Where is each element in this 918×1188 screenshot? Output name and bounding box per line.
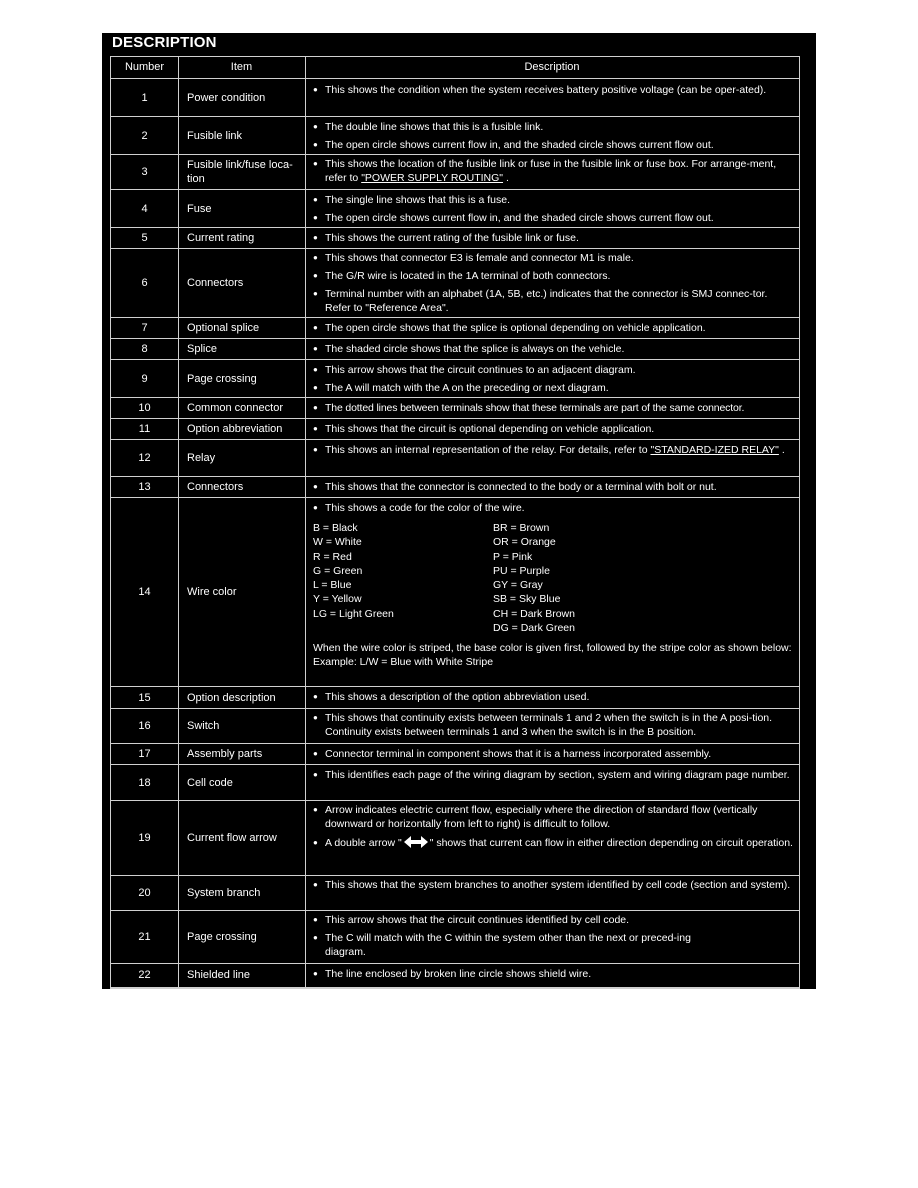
color-code: G = Green: [313, 564, 363, 577]
row-number: 11: [138, 423, 151, 435]
table-row: [111, 318, 799, 338]
color-code: L = Blue: [313, 579, 352, 592]
row-description: [313, 398, 799, 415]
bullet-text: ● This shows that the connector is connected to the body or a terminal with bolt or nut.: [313, 480, 793, 494]
bullet-text: ● This shows that continuity exists between terminals 1 and 2 when the switch is in the A posi-tion. Continuity exists between terminals 1 and 3 when the switch is in the B position.: [313, 711, 793, 739]
bullet-text-part: " shows that current can flow in either direction depending on circuit operation.: [429, 837, 793, 849]
bullet-text: ● This shows that the circuit is optional depending on vehicle application.: [313, 422, 793, 436]
bullet-text: ● The line enclosed by broken line circle shows shield wire.: [313, 967, 793, 981]
row-description: [313, 419, 793, 436]
bullet-text: ● Terminal number with an alphabet (1A, 5B, etc.) indicates that the connector is SMJ connec-tor. Refer to "Reference Area".: [313, 287, 793, 315]
row-number: 20: [138, 887, 151, 899]
row-description: [313, 249, 793, 315]
bullet-text: ● The G/R wire is located in the 1A terminal of both connectors.: [313, 269, 793, 283]
row-item: Option abbreviation: [187, 423, 283, 435]
row-description: [313, 117, 793, 152]
bullet-text: [313, 157, 793, 185]
bullet-text: ● The open circle shows current flow in, and the shaded circle shows current flow out.: [313, 211, 793, 225]
table-row: [111, 801, 799, 875]
row-item: Current flow arrow: [187, 832, 277, 844]
row-item: Switch: [187, 720, 220, 732]
header-item: Item: [230, 61, 253, 73]
color-code: SB = Sky Blue: [493, 593, 561, 606]
row-item: Fusible link: [187, 129, 243, 142]
power-supply-routing-link[interactable]: "POWER SUPPLY ROUTING": [361, 172, 504, 184]
table-row: [111, 709, 799, 743]
color-code: BR = Brown: [493, 522, 550, 534]
color-code: LG = Light Green: [313, 607, 394, 620]
description-table: [110, 56, 800, 989]
wire-color-legend: [313, 521, 793, 635]
row-number: 1: [141, 91, 148, 104]
color-code: CH = Dark Brown: [493, 607, 575, 620]
bullet-text: ● The open circle shows current flow in, and the shaded circle shows current flow out.: [313, 138, 793, 152]
color-code: GY = Gray: [493, 579, 543, 592]
row-number: 9: [141, 372, 148, 385]
row-number: 16: [138, 720, 151, 732]
bullet-text: ● This shows the current rating of the fusible link or fuse.: [313, 231, 793, 245]
table-row: [111, 477, 799, 497]
bullet-text: ● This arrow shows that the circuit continues to an adjacent diagram.: [313, 363, 793, 377]
color-code: OR = Orange: [493, 536, 556, 549]
row-item: Relay: [187, 452, 216, 464]
row-item: Splice: [187, 343, 217, 355]
row-number: 7: [141, 322, 148, 334]
bullet-text: ● The single line shows that this is a fuse.: [313, 193, 793, 207]
table-row: [111, 117, 799, 154]
row-description: [313, 911, 793, 959]
row-description: [313, 477, 793, 494]
row-item: Current rating: [187, 232, 255, 244]
row-item: Fusible link/fuse loca-tion: [187, 159, 293, 185]
table-row: [111, 398, 799, 418]
row-item: Page crossing: [187, 931, 257, 943]
bullet-text: ● This shows a description of the option abbreviation used.: [313, 690, 793, 704]
table-row: [111, 964, 799, 986]
bullet-text: ● This shows that the system branches to another system identified by cell code (section and system).: [313, 878, 793, 892]
row-number: 18: [138, 776, 151, 789]
row-description: [313, 440, 793, 457]
row-item: Connectors: [187, 481, 244, 493]
table-row: [111, 360, 799, 397]
row-number: 15: [138, 691, 151, 704]
row-description: [313, 709, 793, 739]
row-item: Option description: [187, 691, 276, 704]
row-number: 13: [138, 481, 151, 493]
bullet-text: ● Connector terminal in component shows that it is a harness incorporated assembly.: [313, 747, 793, 761]
double-arrow-icon: [404, 836, 428, 848]
row-description: [313, 339, 793, 356]
bullet-text-part: A double arrow ": [325, 837, 402, 849]
bullet-text: ● The shaded circle shows that the splice is always on the vehicle.: [313, 342, 793, 356]
row-number: 22: [138, 969, 151, 981]
row-number: 12: [138, 452, 151, 464]
row-number: 10: [138, 402, 151, 414]
row-description: [313, 765, 793, 782]
bullet-text: ● The dotted lines between terminals show that these terminals are part of the same connector.: [313, 401, 799, 415]
bullet-text: ● This shows a code for the color of the wire.: [313, 501, 793, 515]
color-column-right: [493, 521, 673, 635]
row-number: 3: [141, 166, 148, 178]
bullet-text: ● This arrow shows that the circuit continues identified by cell code.: [313, 913, 793, 927]
row-item: Common connector: [187, 402, 283, 414]
color-code: Y = Yellow: [313, 593, 362, 606]
table-row: [111, 228, 799, 248]
stripe-example: Example: L/W = Blue with White Stripe: [313, 656, 494, 669]
row-description: [313, 801, 793, 850]
row-number: 21: [138, 931, 151, 943]
table-row: [111, 339, 799, 359]
bullet-text: ● The C will match with the C within the system other than the next or preced-ing diagram.: [313, 931, 793, 959]
color-code: DG = Dark Green: [493, 622, 575, 635]
row-item: Wire color: [187, 586, 237, 598]
bullet-text: ● The open circle shows that the splice is optional depending on vehicle application.: [313, 321, 793, 335]
description-panel: [102, 33, 816, 989]
row-item: Cell code: [187, 776, 233, 789]
bullet-text: ● The double line shows that this is a fusible link.: [313, 120, 793, 134]
color-code: PU = Purple: [493, 564, 550, 577]
row-item: Fuse: [187, 202, 212, 215]
row-item: Optional splice: [187, 322, 260, 334]
bullet-text: ● Arrow indicates electric current flow, especially where the direction of standard flow (vertically downward or horizontally from left to right) is difficult to follow.: [313, 803, 793, 831]
bullet-text-tail: .: [505, 172, 509, 184]
color-column-left: [313, 521, 493, 635]
table-row: [111, 155, 799, 189]
row-item: Page crossing: [187, 372, 257, 385]
row-number: 4: [141, 202, 148, 215]
row-description: [313, 318, 793, 335]
header-description: Description: [524, 61, 580, 73]
color-code: W = White: [313, 536, 362, 549]
bullet-text-part: This shows an internal representation of the relay. For details, refer to: [325, 444, 648, 456]
row-description: [313, 360, 793, 395]
table-row: [111, 876, 799, 910]
row-number: 17: [138, 748, 151, 760]
table-row: [111, 249, 799, 317]
bullet-text: [313, 443, 793, 457]
table-row: [111, 79, 799, 116]
page-title: DESCRIPTION: [112, 34, 217, 51]
table-row: [111, 419, 799, 439]
row-description: [313, 228, 793, 245]
header-number: Number: [124, 61, 165, 73]
row-item: System branch: [187, 887, 261, 899]
row-description: [313, 79, 793, 97]
row-item: Shielded line: [187, 969, 250, 981]
table-row: [111, 911, 799, 963]
row-item: Assembly parts: [187, 748, 263, 760]
stripe-note: When the wire color is striped, the base color is given first, followed by the stripe color as shown below:: [313, 642, 792, 655]
row-description: [313, 155, 793, 185]
table-row: [111, 190, 799, 227]
row-number: 5: [141, 232, 148, 244]
row-description: [313, 190, 793, 225]
color-code: P = Pink: [493, 550, 533, 563]
row-number: 2: [141, 129, 148, 142]
color-code: R = Red: [313, 550, 352, 563]
table-row: [111, 440, 799, 476]
row-description: [313, 744, 793, 761]
bullet-text-tail: .: [781, 444, 785, 456]
row-item: Connectors: [187, 277, 244, 289]
table-row: [111, 744, 799, 764]
table-row: [111, 498, 799, 686]
table-row: [111, 765, 799, 800]
bullet-text: [313, 836, 793, 850]
row-description: [313, 876, 793, 892]
row-description: [313, 964, 793, 981]
row-item: Power condition: [187, 91, 266, 104]
row-number: 14: [138, 586, 151, 598]
row-description: [313, 498, 793, 669]
bullet-text: ● This identifies each page of the wiring diagram by section, system and wiring diagram page number.: [313, 768, 793, 782]
bullet-text: ● This shows that connector E3 is female and connector M1 is male.: [313, 251, 793, 265]
table-row: [111, 687, 799, 708]
color-code: B = Black: [313, 522, 358, 534]
row-number: 19: [138, 832, 151, 844]
row-number: 6: [141, 277, 148, 289]
bullet-text: ● This shows the condition when the system receives battery positive voltage (can be oper-ated).: [313, 83, 793, 97]
bullet-text: ● The A will match with the A on the preceding or next diagram.: [313, 381, 793, 395]
standardized-relay-link[interactable]: "STANDARD-IZED RELAY": [650, 444, 779, 456]
row-description: [313, 687, 793, 704]
row-number: 8: [141, 343, 148, 355]
bullet-text-part: This shows the location of the fusible link or fuse in the fusible link or fuse box. For arrange-ment, refer to: [325, 158, 777, 184]
